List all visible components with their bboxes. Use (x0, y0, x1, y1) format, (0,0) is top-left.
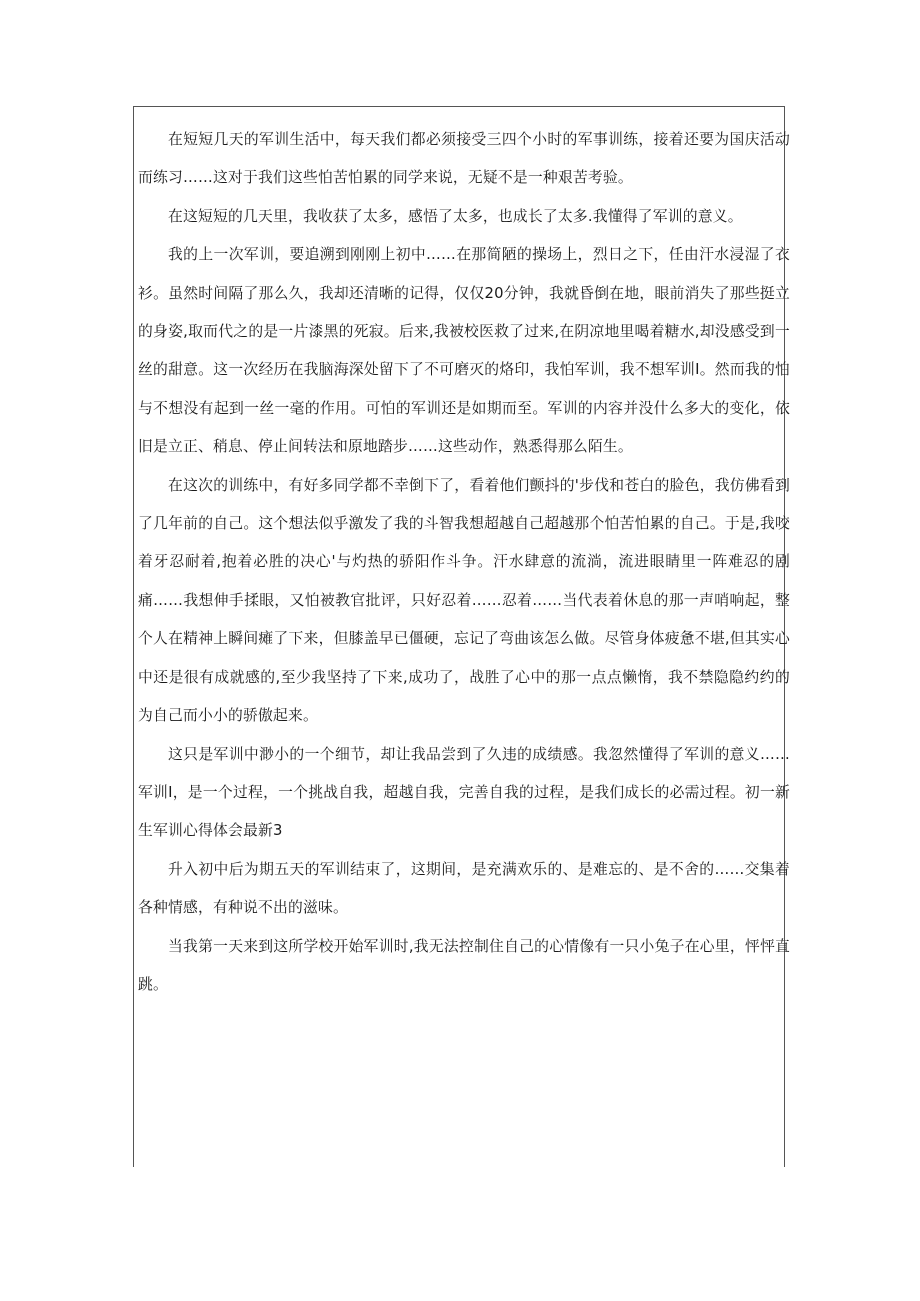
document-body (138, 121, 790, 1004)
paragraph-4: 在这次的训练中，有好多同学都不幸倒下了，看着他们颤抖的'步伐和苍白的脸色，我仿佛看到了几年前的自己。这个想法似乎激发了我的斗智我想超越自己超越那个怕苦怕累的自己。于是,我咬着牙忍耐着,抱着必胜的决心'与灼热的骄阳作斗争。汗水肆意的流淌，流进眼睛里一阵难忍的剧痛……我想伸手揉眼，又怕被教官批评，只好忍着……忍着……当代表着休息的那一声哨响起，整个人在精神上瞬间瘫了下来，但膝盖早已僵硬，忘记了弯曲该怎么做。尽管身体疲惫不堪,但其实心中还是很有成就感的,至少我坚持了下来,成功了，战胜了心中的那一点点懒惰，我不禁隐隐约约的为自己而小小的骄傲起来。 (138, 476, 790, 725)
paragraph-6: 升入初中后为期五天的军训结束了，这期间，是充满欢乐的、是难忘的、是不舍的……交集着各种情感，有种说不出的滋味。 (138, 860, 790, 917)
paragraph-1: 在短短几天的军训生活中，每天我们都必须接受三四个小时的军事训练，接着还要为国庆活动而练习……这对于我们这些怕苦怕累的同学来说，无疑不是一种艰苦考验。 (138, 131, 790, 187)
paragraph-2: 在这短短的几天里，我收获了太多，感悟了太多，也成长了太多.我懂得了军训的意义。 (168, 207, 743, 225)
paragraph-3: 我的上一次军训，要追溯到刚刚上初中……在那简陋的操场上，烈日之下，任由汗水浸湿了衣衫。虽然时间隔了那么久，我却还清晰的记得，仅仅20分钟，我就昏倒在地，眼前消失了那些挺立的身姿,取而代之的是一片漆黑的死寂。后来,我被校医救了过来,在阴凉地里喝着糖水,却没感受到一丝的甜意。这一次经历在我脑海深处留下了不可磨灭的烙印，我怕军训，我不想军训I。然而我的怕与不想没有起到一丝一毫的作用。可怕的军训还是如期而至。军训的内容并没什么多大的变化，依旧是立正、稍息、停止间转法和原地踏步……这些动作，熟悉得那么陌生。 (138, 246, 790, 456)
paragraph-7: 当我第一天来到这所学校开始军训时,我无法控制住自己的心情像有一只小兔子在心里，怦怦直跳。 (138, 937, 790, 993)
paragraph-5: 这只是军训中渺小的一个细节，却让我品尝到了久违的成绩感。我忽然懂得了军训的意义……军训I，是一个过程，一个挑战自我，超越自我，完善自我的过程，是我们成长的必需过程。初一新生军训心得体会最新3 (138, 745, 790, 840)
